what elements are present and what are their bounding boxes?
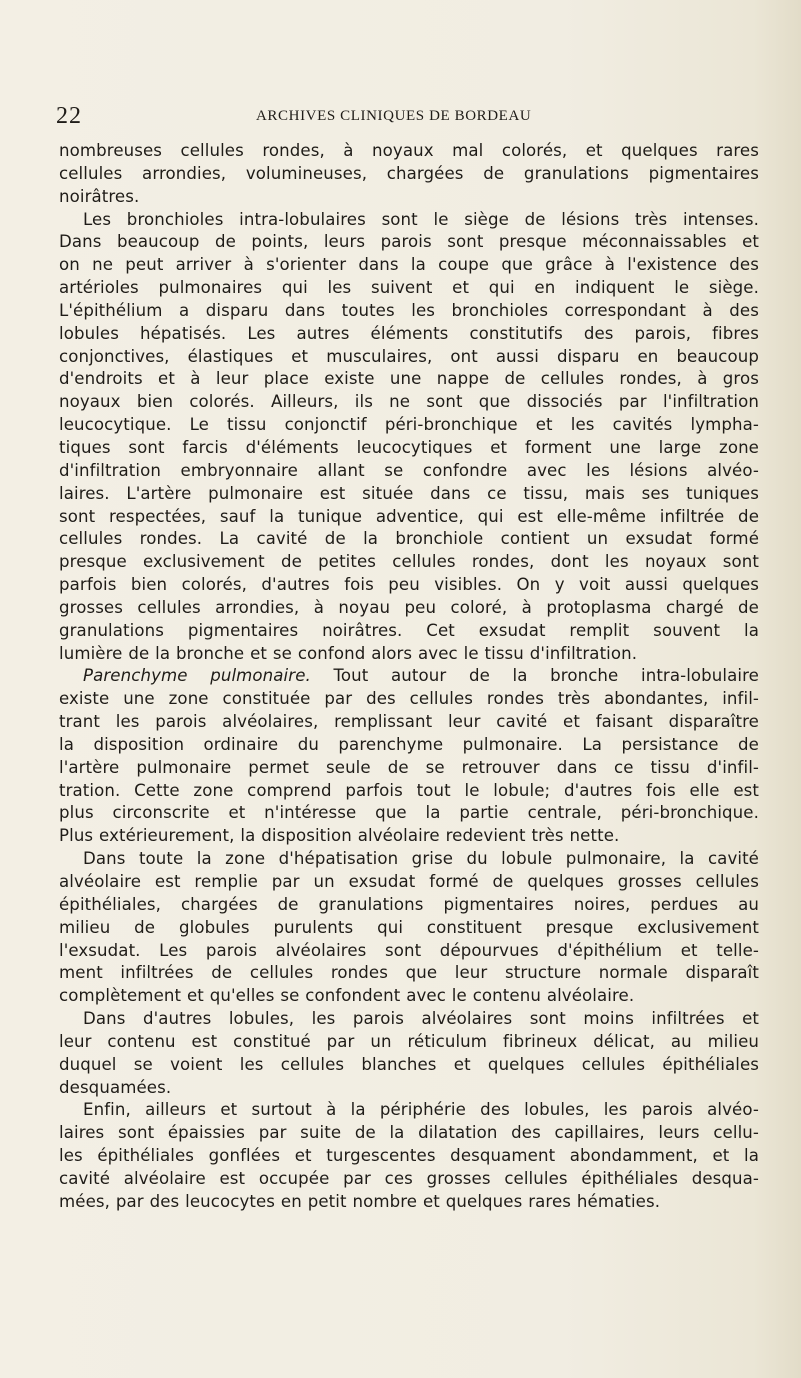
text-line: les épithéliales gonflées et turgescentes desquament abondamment, et la	[59, 1146, 759, 1166]
text-line: plus circonscrite et n'intéresse que la partie centrale, péri-bronchique.	[59, 803, 759, 823]
text-line: ment infiltrées de cellules rondes que leur structure normale disparaît	[59, 963, 759, 983]
text-line: lobules hépatisés. Les autres éléments constitutifs des parois, fibres	[59, 323, 759, 343]
text-line: milieu de globules purulents qui constituent presque exclusivement	[59, 917, 759, 937]
text-line: Dans beaucoup de points, leurs parois sont presque méconnaissables et	[59, 232, 759, 252]
paragraph-start-line: Dans d'autres lobules, les parois alvéolaires sont moins infiltrées et	[83, 1009, 759, 1029]
text-line: d'endroits et à leur place existe une nappe de cellules rondes, à gros	[59, 369, 759, 389]
text-line: artérioles pulmonaires qui les suivent et qui en indiquent le siège.	[59, 278, 759, 298]
text-line: sont respectées, sauf la tunique adventice, qui est elle-même infiltrée de	[59, 506, 759, 526]
section-heading-parenchyme: Parenchyme pulmonaire.	[83, 666, 311, 686]
text-line: cellules arrondies, volumineuses, chargées de granulations pigmentaires	[59, 163, 759, 183]
text-line: on ne peut arriver à s'orienter dans la coupe que grâce à l'existence des	[59, 255, 759, 275]
text-line: leucocytique. Le tissu conjonctif péri-bronchique et les cavités lympha-	[59, 415, 759, 435]
text-line: mées, par des leucocytes en petit nombre et quelques rares hématies.	[59, 1191, 661, 1211]
text-line: desquamées.	[59, 1077, 172, 1097]
text-line: alvéolaire est remplie par un exsudat formé de quelques grosses cellules	[59, 872, 759, 891]
text-line: L'épithélium a disparu dans toutes les bronchioles correspondant à des	[59, 300, 759, 320]
paragraph-start-line: Les bronchioles intra-lobulaires sont le siège de lésions très intenses.	[83, 209, 759, 229]
text-line: complètement et qu'elles se confondent avec le contenu alvéolaire.	[59, 986, 635, 1006]
text-line: existe une zone constituée par des cellules rondes très abondantes, infil-	[59, 689, 759, 709]
body-text	[59, 140, 759, 1214]
paragraph-start-line	[59, 665, 759, 688]
text-line: laires. L'artère pulmonaire est située dans ce tissu, mais ses tuniques	[59, 483, 759, 503]
text-line: cellules rondes. La cavité de la bronchiole contient un exsudat formé	[59, 529, 759, 549]
text-line: parfois bien colorés, d'autres fois peu visibles. On y voit aussi quelques	[59, 575, 759, 595]
text-line: tration. Cette zone comprend parfois tout le lobule; d'autres fois elle est	[59, 780, 759, 800]
text-line: laires sont épaissies par suite de la dilatation des capillaires, leurs cellu-	[59, 1123, 759, 1143]
text-line: l'artère pulmonaire permet seule de se retrouver dans ce tissu d'infil-	[59, 757, 759, 777]
text-line: conjonctives, élastiques et musculaires, ont aussi disparu en beaucoup	[59, 346, 759, 366]
text-line: la disposition ordinaire du parenchyme pulmonaire. La persistance de	[59, 734, 759, 754]
text-line: duquel se voient les cellules blanches et quelques cellules épithéliales	[59, 1054, 759, 1074]
text-line: épithéliales, chargées de granulations pigmentaires noires, perdues au	[59, 894, 759, 914]
text-line: granulations pigmentaires noirâtres. Cet exsudat remplit souvent la	[59, 620, 759, 640]
text-line: l'exsudat. Les parois alvéolaires sont dépourvues d'épithélium et telle-	[59, 940, 759, 960]
paragraph-start-line: Dans toute la zone d'hépatisation grise du lobule pulmonaire, la cavité	[83, 849, 759, 869]
text-fragment: Tout autour de la bronche intra-lobulaire	[333, 666, 759, 686]
text-line: trant les parois alvéolaires, remplissant leur cavité et faisant disparaître	[59, 712, 759, 732]
text-line: cavité alvéolaire est occupée par ces grosses cellules épithéliales desqua-	[59, 1168, 759, 1188]
running-title: ARCHIVES CLINIQUES DE BORDEAU	[256, 108, 532, 124]
text-line: tiques sont farcis d'éléments leucocytiques et forment une large zone	[59, 437, 759, 457]
text-line: grosses cellules arrondies, à noyau peu coloré, à protoplasma chargé de	[59, 597, 759, 617]
paragraph-start-line: Enfin, ailleurs et surtout à la périphérie des lobules, les parois alvéo-	[83, 1100, 759, 1120]
text-line: lumière de la bronche et se confond alors avec le tissu d'infiltration.	[59, 643, 638, 663]
page-header	[56, 104, 756, 128]
text-line: nombreuses cellules rondes, à noyaux mal colorés, et quelques rares	[59, 141, 759, 160]
text-line: leur contenu est constitué par un réticulum fibrineux délicat, au milieu	[59, 1031, 759, 1051]
text-line: Plus extérieurement, la disposition alvéolaire redevient très nette.	[59, 826, 620, 846]
text-line: presque exclusivement de petites cellules rondes, dont les noyaux sont	[59, 552, 759, 572]
text-line: d'infiltration embryonnaire allant se confondre avec les lésions alvéo-	[59, 460, 759, 480]
text-line: noyaux bien colorés. Ailleurs, ils ne sont que dissociés par l'infiltration	[59, 392, 759, 412]
text-line: noirâtres.	[59, 186, 140, 206]
page-number: 22	[56, 103, 82, 129]
